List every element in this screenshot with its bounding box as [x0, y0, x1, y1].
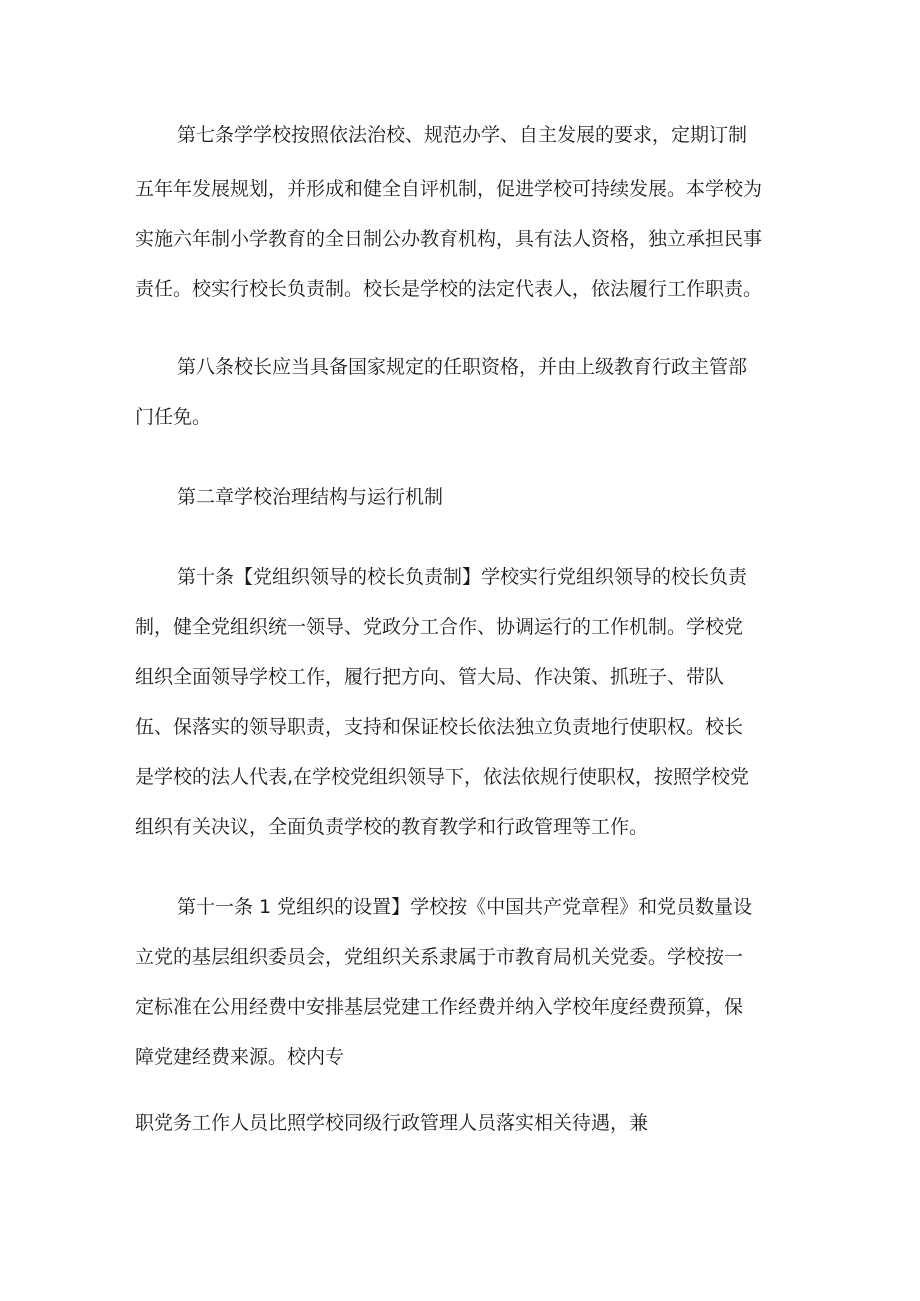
- article-10-line-5: 是学校的法人代表,在学校党组织领导下，依法依规行使职权，按照学校党: [135, 766, 750, 788]
- article-11-line-3: 定标准在公用经费中安排基层党建工作经费并纳入学校年度经费预算，保: [135, 996, 744, 1018]
- article-7-line-2: 五年年发展规划，并形成和健全自评机制，促进学校可持续发展。本学校为: [135, 178, 763, 200]
- article-10-line-1: 第十条【党组织领导的校长负责制】学校实行党组织领导的校长负责: [177, 566, 748, 588]
- chapter-2-heading: 第二章学校治理结构与运行机制: [177, 486, 444, 508]
- article-7-line-3: 实施六年制小学教育的全日制公办教育机构，具有法人资格，独立承担民事: [135, 228, 763, 250]
- article-10-line-2: 制，健全党组织统一领导、党政分工合作、协调运行的工作机制。学校党: [135, 616, 744, 638]
- article-11-line-1: 第十一条 1 党组织的设置】学校按《中国共产党章程》和党员数量设: [177, 896, 753, 918]
- article-11-line-4: 障党建经费来源。校内专: [135, 1046, 345, 1068]
- continuation-line-1: 职党务工作人员比照学校同级行政管理人员落实相关待遇，兼: [135, 1112, 649, 1134]
- article-7-line-4: 责任。校实行校长负责制。校长是学校的法定代表人，依法履行工作职责。: [135, 278, 763, 300]
- article-11-line-2: 立党的基层组织委员会，党组织关系隶属于市教育局机关党委。学校按一: [135, 946, 744, 968]
- article-10-line-6: 组织有关决议，全面负责学校的教育教学和行政管理等工作。: [135, 816, 649, 838]
- article-10-line-3: 组织全面领导学校工作，履行把方向、管大局、作决策、抓班子、带队: [135, 666, 725, 688]
- article-8-line-1: 第八条校长应当具备国家规定的任职资格，并由上级教育行政主管部: [177, 356, 748, 378]
- article-7-line-1: 第七条学学校按照依法治校、规范办学、自主发展的要求，定期订制: [177, 124, 748, 146]
- article-10-line-4: 伍、保落实的领导职责，支持和保证校长依法独立负责地行使职权。校长: [135, 716, 744, 738]
- article-8-line-2: 门任免。: [135, 406, 212, 428]
